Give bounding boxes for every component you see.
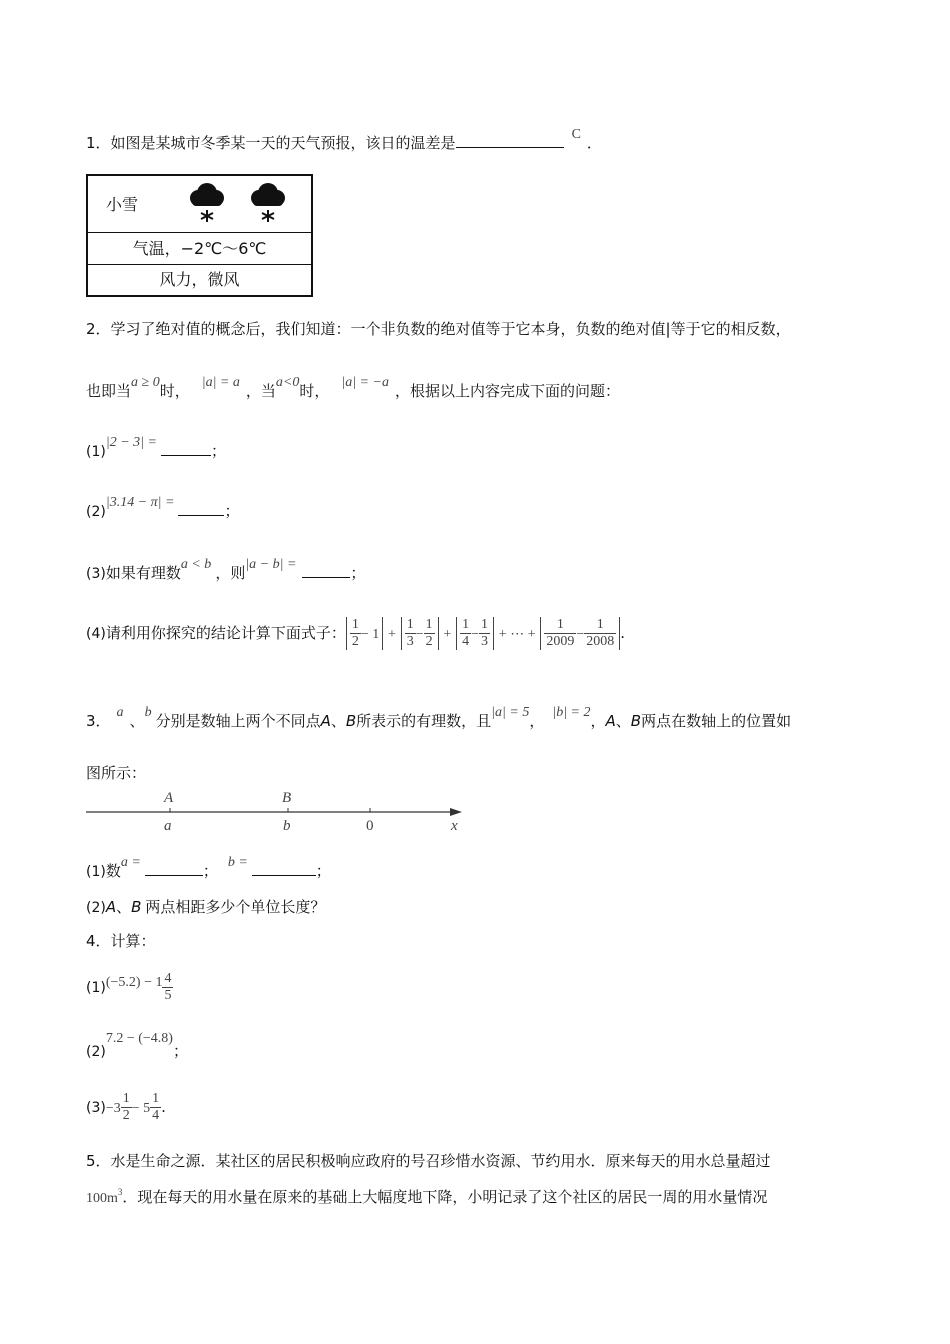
q3-p2-sep: 、 — [116, 898, 132, 916]
q2-l2d: 时， — [299, 382, 330, 400]
q2-p3-cond: a < b — [180, 557, 212, 572]
q2-part2 — [86, 495, 240, 521]
q5-line2 — [86, 1186, 767, 1207]
fraction — [121, 1091, 132, 1124]
q3-abs-b: |b| = 2 — [552, 705, 591, 720]
q3-p2-A: A — [105, 898, 117, 916]
q2-p3-mid: ，则 — [215, 564, 246, 582]
fraction — [405, 617, 416, 650]
q3-point-A2: A — [605, 712, 616, 730]
q3-p1-end: ； — [315, 862, 331, 880]
q3-text4: 两点在数轴上的位置如 — [641, 712, 792, 730]
weather-wind: 风力，微风 — [88, 264, 311, 298]
axis-label-A: A — [164, 790, 174, 806]
q2-p3-label: (3) — [86, 566, 106, 582]
q2-line1 — [86, 318, 791, 339]
q4-p3-a: −3 — [105, 1101, 121, 1116]
q4-number: 4． — [86, 932, 111, 950]
q4-part3 — [86, 1086, 166, 1128]
axis-label-x: x — [451, 818, 458, 834]
q5-text2: ．现在每天的用水量在原来的基础上大幅度地下降，小明记录了这个社区的居民一周的用水量情况 — [122, 1188, 768, 1206]
minus-sign: − — [576, 627, 585, 642]
denominator: 2 — [122, 1108, 130, 1123]
q2-p3-blank[interactable] — [302, 563, 350, 578]
q1-text: 如图是某城市冬季某一天的天气预报，该日的温差是 — [110, 134, 456, 152]
q2-l2e: ，根据以上内容完成下面的问题： — [394, 382, 620, 400]
q5-line1 — [86, 1150, 771, 1171]
q2-p1-blank[interactable] — [161, 441, 211, 456]
q2-line2 — [86, 375, 620, 401]
q4-part1 — [86, 962, 173, 1004]
fraction — [479, 617, 490, 650]
q4-part2 — [86, 1031, 188, 1061]
q3-point-A: A — [320, 712, 331, 730]
numerator: 1 — [544, 617, 576, 634]
q3-p2-label: (2) — [86, 900, 106, 916]
denominator: 5 — [164, 988, 172, 1003]
q2-p1-label: (1) — [86, 444, 106, 460]
q3-var-a: a — [116, 705, 124, 720]
q2-p2-label: (2) — [86, 504, 106, 520]
abs-term-2 — [401, 617, 439, 650]
q5-number: 5． — [86, 1152, 111, 1170]
q2-p3-expr: |a − b| = — [245, 557, 297, 572]
snow-cloud-icon — [188, 182, 288, 230]
q3-part1 — [86, 855, 331, 881]
q2-p2-expr: |3.14 − π| = — [105, 495, 175, 510]
q2-p2-end: ； — [224, 502, 240, 520]
fraction — [350, 617, 361, 650]
q3-number: 3． — [86, 712, 111, 730]
q1-number: 1． — [86, 134, 111, 152]
q2-number: 2． — [86, 320, 111, 338]
q3-sep3: 、 — [615, 712, 631, 730]
q5-volume: 100m — [86, 1191, 118, 1206]
plus-sign: + — [388, 627, 396, 642]
fraction — [460, 617, 471, 650]
denominator: 2 — [425, 634, 433, 649]
q2-p3-text: 如果有理数 — [105, 564, 181, 582]
axis-label-a: a — [164, 818, 172, 834]
q3-a-blank[interactable] — [145, 861, 203, 876]
denominator: 2 — [351, 634, 359, 649]
q4-title-text: 计算： — [110, 932, 156, 950]
q3-p1-a-eq: a = — [120, 855, 141, 870]
q3-p1-sep: ； — [202, 862, 218, 880]
fraction — [544, 617, 576, 650]
q2-p1-expr: |2 − 3| = — [105, 435, 157, 450]
weather-forecast-table — [86, 174, 313, 297]
q3-text3: ， — [590, 712, 606, 730]
q2-p3-end: ； — [350, 564, 366, 582]
fraction — [584, 617, 616, 650]
q1-end: ． — [586, 134, 602, 152]
denominator: 2008 — [586, 634, 615, 649]
q2-part4 — [86, 608, 625, 658]
denominator: 2009 — [546, 634, 575, 649]
q3-sep2: 、 — [330, 712, 346, 730]
plus-ellipsis: + ⋯ + — [498, 627, 536, 642]
q2-l2b: 时， — [159, 382, 190, 400]
q4-p3-end: . — [161, 1098, 166, 1116]
q2-def2: |a| = −a — [341, 375, 389, 390]
q3-b-blank[interactable] — [252, 861, 316, 876]
q5-text1: 水是生命之源．某社区的居民积极响应政府的号召珍惜水资源、节约用水．原来每天的用水总量超过 — [110, 1152, 771, 1170]
numerator: 1 — [122, 1091, 130, 1106]
q3-p1-text: 数 — [105, 862, 121, 880]
q2-p2-blank[interactable] — [178, 501, 224, 516]
q3-p1-label: (1) — [86, 864, 106, 880]
q2-part3 — [86, 557, 366, 583]
plus-sign: + — [443, 627, 452, 642]
axis-label-zero: 0 — [366, 818, 374, 834]
denominator: 4 — [152, 1108, 160, 1123]
q2-l2c: ，当 — [245, 382, 276, 400]
q3-point-B2: B — [630, 712, 642, 730]
q2-cond1: a ≥ 0 — [131, 375, 160, 390]
denominator: 4 — [462, 634, 470, 649]
q3-p2-B: B — [131, 898, 142, 916]
q3-p2-text: 两点相距多少个单位长度？ — [145, 898, 326, 916]
q1-unit: C — [571, 127, 581, 142]
weather-condition: 小雪 — [106, 195, 139, 214]
q3-point-B: B — [345, 712, 357, 730]
abs-term-1 — [346, 617, 383, 650]
numerator: 4 — [164, 971, 172, 986]
q2-l2a: 也即当 — [86, 382, 132, 400]
minus-sign: − — [471, 627, 480, 642]
q2-p4-sum — [346, 617, 620, 650]
numerator: 1 — [462, 617, 470, 632]
denominator: 3 — [406, 634, 414, 649]
q3-line2: 图所示： — [86, 764, 147, 782]
fraction — [150, 1091, 161, 1124]
q3-comma: ， — [529, 712, 545, 730]
q4-p3-label: (3) — [86, 1100, 106, 1116]
term-rest: − 1 — [360, 627, 380, 642]
q4-p1-label: (1) — [86, 980, 106, 996]
arrow-head — [450, 808, 462, 816]
number-line — [84, 786, 474, 836]
weather-temp: 气温，−2℃～6℃ — [88, 232, 311, 264]
numerator: 1 — [425, 617, 433, 632]
q1-line — [86, 127, 602, 153]
fraction — [424, 617, 435, 650]
q3-p1-b-eq: b = — [227, 855, 248, 870]
q3-abs-a: |a| = 5 — [491, 705, 530, 720]
q2-p4-text: 请利用你探究的结论计算下面式子： — [105, 624, 346, 642]
q3-line1 — [86, 705, 792, 731]
q4-title — [86, 930, 156, 951]
minus-sign: − — [415, 627, 424, 642]
numerator: 1 — [406, 617, 414, 632]
q3-var-b: b — [144, 705, 152, 720]
q2-p4-end: . — [620, 624, 626, 642]
q4-p3-b: − 5 — [131, 1101, 151, 1116]
q2-def1: |a| = a — [201, 375, 240, 390]
numerator: 1 — [584, 617, 616, 634]
q2-part1 — [86, 435, 226, 461]
q5-volume-exp: 3 — [117, 1187, 123, 1197]
q4-p1-expr: (−5.2) − 1 — [105, 975, 163, 990]
abs-term-4 — [540, 617, 620, 650]
abs-term-3 — [456, 617, 494, 650]
q1-answer-blank[interactable] — [456, 133, 564, 148]
numerator: 1 — [481, 617, 489, 632]
q4-p2-expr: 7.2 − (−4.8) — [105, 1031, 173, 1046]
q2-text1: 学习了绝对值的概念后，我们知道：一个非负数的绝对值等于它本身，负数的绝对值|等于它的相反数， — [110, 320, 791, 338]
q4-p2-label: (2) — [86, 1044, 106, 1060]
denominator: 3 — [481, 634, 489, 649]
q2-cond2: a<0 — [275, 375, 300, 390]
q3-text2: 所表示的有理数，且 — [356, 712, 492, 730]
axis-label-b: b — [283, 818, 291, 834]
axis-label-B: B — [282, 790, 292, 806]
q2-p4-label: (4) — [86, 626, 106, 642]
q3-text1: 分别是数轴上两个不同点 — [155, 712, 321, 730]
q2-p1-end: ； — [210, 442, 226, 460]
q3-sep: 、 — [129, 712, 145, 730]
numerator: 1 — [152, 1091, 160, 1106]
q3-part2 — [86, 896, 325, 917]
fraction — [162, 971, 173, 1004]
q4-p2-end: ； — [172, 1042, 188, 1060]
numerator: 1 — [351, 617, 359, 632]
